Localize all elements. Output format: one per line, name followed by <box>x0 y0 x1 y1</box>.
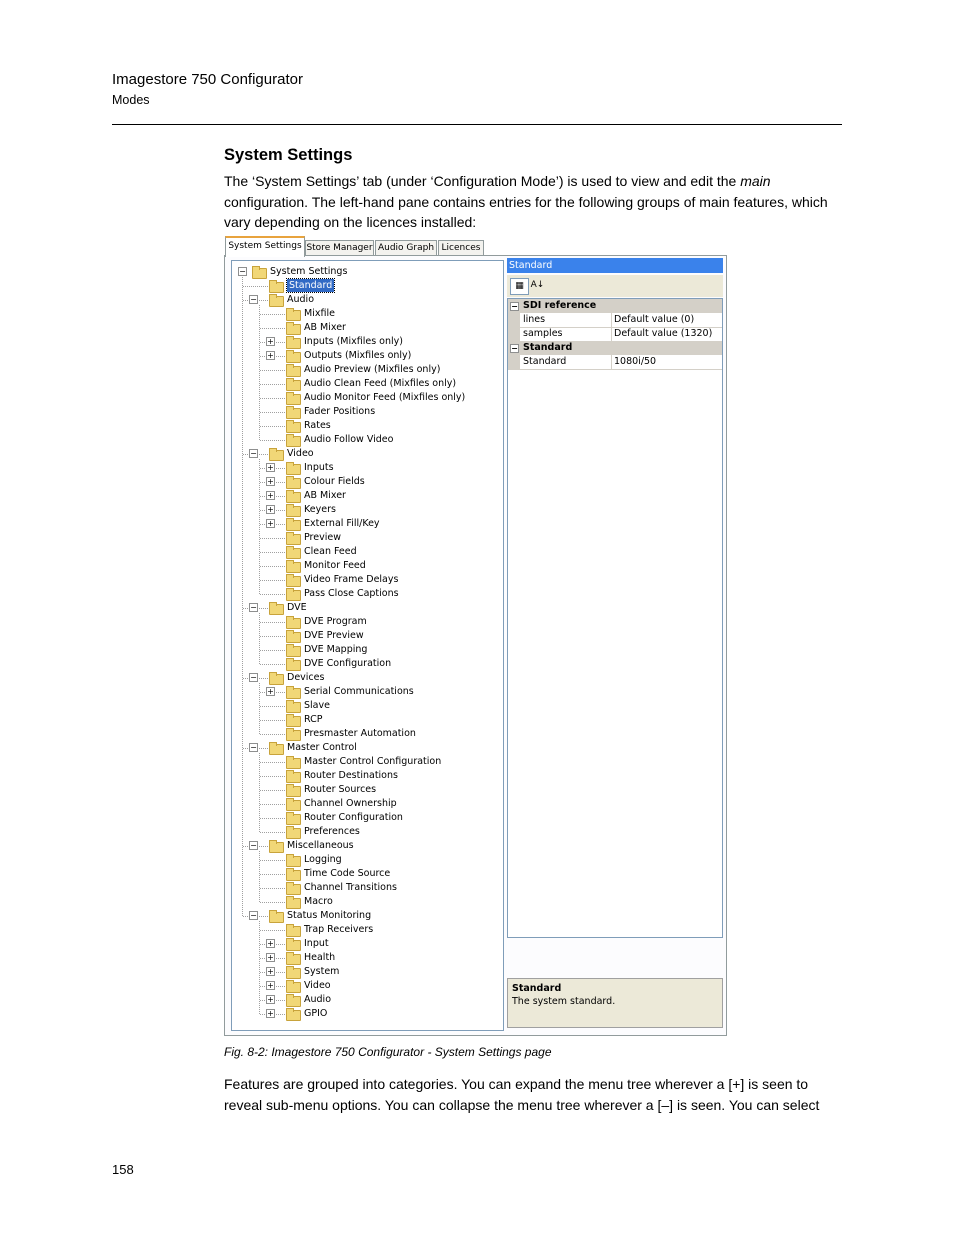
tree-item-label: Trap Receivers <box>304 924 374 935</box>
folder-icon <box>286 506 301 517</box>
tree-item-label: Mixfile <box>304 308 335 319</box>
folder-icon <box>286 534 301 545</box>
folder-icon <box>286 646 301 657</box>
settings-tree[interactable] <box>231 260 504 1031</box>
tree-item-label: AB Mixer <box>304 322 346 333</box>
tree-item[interactable] <box>232 461 502 474</box>
folder-icon <box>269 450 284 461</box>
folder-icon <box>286 800 301 811</box>
tree-item[interactable] <box>232 951 502 964</box>
tree-guide-line <box>242 277 243 916</box>
tree-item[interactable] <box>232 531 502 544</box>
folder-icon <box>286 758 301 769</box>
tree-item[interactable] <box>232 657 502 670</box>
folder-icon <box>286 492 301 503</box>
tree-item-label: Router Sources <box>304 784 377 795</box>
categorized-icon[interactable]: ▦ <box>510 278 529 295</box>
expand-icon[interactable]: + <box>267 519 274 528</box>
tree-item-label: Outputs (Mixfiles only) <box>304 350 412 361</box>
expand-icon[interactable]: + <box>267 953 274 962</box>
tree-item[interactable] <box>232 279 502 292</box>
expand-icon[interactable]: + <box>267 967 274 976</box>
tree-item-label: Monitor Feed <box>304 560 366 571</box>
folder-icon <box>286 436 301 447</box>
tree-item-label: Miscellaneous <box>287 840 354 851</box>
expand-icon[interactable]: + <box>267 491 274 500</box>
tree-item-label: DVE Configuration <box>304 658 392 669</box>
folder-icon <box>269 282 284 293</box>
folder-icon <box>286 716 301 727</box>
tree-item-label: Audio <box>304 994 332 1005</box>
tree-guide-line <box>259 851 260 902</box>
tree-item-label: GPIO <box>304 1008 328 1019</box>
tree-item[interactable] <box>232 867 502 880</box>
folder-icon <box>252 268 267 279</box>
category-label: Standard <box>523 342 573 353</box>
tree-item[interactable] <box>232 741 502 754</box>
collapse-icon[interactable]: − <box>511 344 518 353</box>
collapse-icon[interactable]: − <box>250 603 257 612</box>
tree-item-label: Presmaster Automation <box>304 728 416 739</box>
tree-item-label: Input <box>304 938 329 949</box>
property-description <box>507 978 723 1028</box>
tree-item[interactable] <box>232 587 502 600</box>
tree-item[interactable] <box>232 489 502 502</box>
property-row[interactable] <box>508 355 722 370</box>
folder-icon <box>286 702 301 713</box>
tree-item-label: Channel Ownership <box>304 798 397 809</box>
tree-item-label: Audio <box>287 294 315 305</box>
property-title: Standard <box>507 258 723 273</box>
folder-icon <box>286 394 301 405</box>
tree-item-label: Video <box>287 448 314 459</box>
tree-item-label: DVE Program <box>304 616 367 627</box>
collapse-icon[interactable]: − <box>250 449 257 458</box>
header-rule <box>112 124 842 125</box>
tree-item-label: Audio Follow Video <box>304 434 394 445</box>
tree-item-label: Audio Monitor Feed (Mixfiles only) <box>304 392 466 403</box>
folder-icon <box>286 856 301 867</box>
tree-item-label: Slave <box>304 700 330 711</box>
tree-item-label: Rates <box>304 420 331 431</box>
tree-item[interactable] <box>232 391 502 404</box>
tree-guide-line <box>259 459 260 594</box>
collapse-icon[interactable]: − <box>250 911 257 920</box>
folder-icon <box>286 940 301 951</box>
tree-item[interactable] <box>232 447 502 460</box>
tree-item-label: Preferences <box>304 826 360 837</box>
tab-licences[interactable]: Licences <box>438 240 484 256</box>
tree-item-label: DVE Mapping <box>304 644 368 655</box>
tree-item-label: Router Destinations <box>304 770 398 781</box>
collapse-icon[interactable]: − <box>239 267 246 276</box>
tree-item[interactable] <box>232 321 502 334</box>
tree-item-label: Keyers <box>304 504 336 515</box>
tree-item[interactable] <box>232 517 502 530</box>
tree-item[interactable] <box>232 601 502 614</box>
tree-item-label: External Fill/Key <box>304 518 380 529</box>
tree-item-label: Status Monitoring <box>287 910 372 921</box>
folder-icon <box>286 688 301 699</box>
tree-item[interactable] <box>232 769 502 782</box>
folder-icon <box>286 1010 301 1021</box>
tree-item[interactable] <box>232 937 502 950</box>
folder-icon <box>286 324 301 335</box>
property-key: lines <box>523 314 546 325</box>
tree-item[interactable] <box>232 293 502 306</box>
tree-guide-line <box>259 305 260 440</box>
collapse-icon[interactable]: − <box>250 841 257 850</box>
tree-item[interactable] <box>232 545 502 558</box>
tree-item[interactable] <box>232 979 502 992</box>
property-category[interactable] <box>508 299 722 313</box>
tree-item-label: AB Mixer <box>304 490 346 501</box>
folder-icon <box>286 576 301 587</box>
tree-item-label: Devices <box>287 672 325 683</box>
tree-item[interactable] <box>232 643 502 656</box>
tree-item-label: Master Control Configuration <box>304 756 442 767</box>
tab-store-manager[interactable]: Store Manager <box>305 240 374 256</box>
expand-icon[interactable]: + <box>267 687 274 696</box>
folder-icon <box>286 926 301 937</box>
description-title: Standard <box>512 983 562 994</box>
folder-icon <box>286 548 301 559</box>
page-number: 158 <box>112 1162 134 1177</box>
property-key: Standard <box>523 356 567 367</box>
tree-item[interactable] <box>232 363 502 376</box>
tree-item[interactable] <box>232 475 502 488</box>
tree-item-label: Health <box>304 952 336 963</box>
tree-item[interactable] <box>232 559 502 572</box>
tree-item[interactable] <box>232 825 502 838</box>
folder-icon <box>286 982 301 993</box>
tree-item[interactable] <box>232 671 502 684</box>
folder-icon <box>286 814 301 825</box>
tree-item[interactable] <box>232 713 502 726</box>
tab-system-settings[interactable]: System Settings <box>225 236 305 257</box>
tree-item[interactable] <box>232 349 502 362</box>
configurator-screenshot <box>224 236 727 1036</box>
expand-icon[interactable]: + <box>267 1009 274 1018</box>
tree-item-label: DVE <box>287 602 307 613</box>
tree-item-label: System Settings <box>270 266 348 277</box>
tree-guide-line <box>259 753 260 832</box>
tree-item[interactable] <box>232 881 502 894</box>
collapse-icon[interactable]: − <box>511 302 518 311</box>
folder-icon <box>286 828 301 839</box>
tree-item-label: Preview <box>304 532 341 543</box>
tree-item[interactable] <box>232 923 502 936</box>
folder-icon <box>286 478 301 489</box>
tab-strip <box>224 236 727 256</box>
folder-icon <box>286 660 301 671</box>
tree-item-label: DVE Preview <box>304 630 364 641</box>
tree-item[interactable] <box>232 685 502 698</box>
tree-item[interactable] <box>232 909 502 922</box>
running-header-title: Imagestore 750 Configurator <box>112 71 303 88</box>
tree-guide-line <box>259 613 260 664</box>
tree-item[interactable] <box>232 307 502 320</box>
folder-icon <box>269 912 284 923</box>
folder-icon <box>286 618 301 629</box>
tree-item-label: Standard <box>289 280 333 291</box>
tree-item[interactable] <box>232 895 502 908</box>
tab-audio-graph[interactable]: Audio Graph <box>375 240 437 256</box>
tree-item[interactable] <box>232 629 502 642</box>
tree-item-label: Channel Transitions <box>304 882 397 893</box>
expand-icon[interactable]: + <box>267 981 274 990</box>
tree-item-label: Logging <box>304 854 342 865</box>
tree-item[interactable] <box>232 797 502 810</box>
property-key: samples <box>523 328 563 339</box>
tree-item-label: Audio Clean Feed (Mixfiles only) <box>304 378 457 389</box>
folder-icon <box>269 296 284 307</box>
tree-item[interactable] <box>232 755 502 768</box>
intro-paragraph: The ‘System Settings’ tab (under ‘Configuration Mode’) is used to view and edit the main configuration. The left-hand pane contains entries for the following groups of main features, which vary depending on the licences installed: <box>224 173 828 230</box>
tree-item[interactable] <box>232 615 502 628</box>
property-value[interactable]: 1080i/50 <box>614 356 657 367</box>
expand-icon[interactable]: + <box>267 995 274 1004</box>
folder-icon <box>286 352 301 363</box>
folder-icon <box>286 954 301 965</box>
tree-item-label: Master Control <box>287 742 357 753</box>
section-heading: System Settings <box>224 146 353 164</box>
tree-item[interactable] <box>232 419 502 432</box>
tree-item[interactable] <box>232 1007 502 1020</box>
tree-guide-line <box>259 921 260 1014</box>
alphabetical-sort-icon[interactable]: A↓ <box>530 280 545 290</box>
folder-icon <box>286 968 301 979</box>
folder-icon <box>286 898 301 909</box>
description-text: The system standard. <box>512 996 616 1007</box>
property-row[interactable] <box>508 327 722 342</box>
tree-item-label: RCP <box>304 714 323 725</box>
tree-item[interactable] <box>232 405 502 418</box>
tree-item-label: Audio Preview (Mixfiles only) <box>304 364 441 375</box>
folder-icon <box>286 996 301 1007</box>
tree-item[interactable] <box>232 811 502 824</box>
folder-icon <box>286 884 301 895</box>
expand-icon[interactable]: + <box>267 477 274 486</box>
tree-item[interactable] <box>232 853 502 866</box>
expand-icon[interactable]: + <box>267 939 274 948</box>
folder-icon <box>286 562 301 573</box>
folder-icon <box>286 366 301 377</box>
folder-icon <box>286 772 301 783</box>
tree-item[interactable] <box>232 727 502 740</box>
property-pane <box>507 258 723 1028</box>
tree-item[interactable] <box>232 783 502 796</box>
property-toolbar <box>507 275 723 297</box>
property-category[interactable] <box>508 341 722 355</box>
folder-icon <box>286 310 301 321</box>
tree-item-label: Video Frame Delays <box>304 574 399 585</box>
tree-item[interactable] <box>232 377 502 390</box>
tree-item[interactable] <box>232 839 502 852</box>
tree-item-label: Inputs <box>304 462 334 473</box>
folder-icon <box>269 744 284 755</box>
folder-icon <box>269 674 284 685</box>
folder-icon <box>286 786 301 797</box>
tree-item[interactable] <box>232 699 502 712</box>
tree-item-label: Fader Positions <box>304 406 376 417</box>
folder-icon <box>269 842 284 853</box>
tree-guide-line <box>259 683 260 734</box>
collapse-icon[interactable]: − <box>250 743 257 752</box>
tree-item[interactable] <box>232 573 502 586</box>
expand-icon[interactable]: + <box>267 463 274 472</box>
tree-item-label: Router Configuration <box>304 812 403 823</box>
folder-icon <box>286 380 301 391</box>
running-header-subtitle: Modes <box>112 93 150 107</box>
tree-item-label: Pass Close Captions <box>304 588 399 599</box>
tree-item[interactable] <box>232 993 502 1006</box>
folder-icon <box>286 422 301 433</box>
collapse-icon[interactable]: − <box>250 673 257 682</box>
tree-item-label: Time Code Source <box>304 868 391 879</box>
property-value[interactable]: Default value (1320) <box>614 328 713 339</box>
folder-icon <box>286 408 301 419</box>
expand-icon[interactable]: + <box>267 505 274 514</box>
folder-icon <box>286 730 301 741</box>
tree-item-label: Serial Communications <box>304 686 414 697</box>
folder-icon <box>269 604 284 615</box>
tree-item-label: System <box>304 966 340 977</box>
tree-item[interactable] <box>232 503 502 516</box>
tree-item[interactable] <box>232 433 502 446</box>
folder-icon <box>286 632 301 643</box>
folder-icon <box>286 520 301 531</box>
property-value[interactable]: Default value (0) <box>614 314 695 325</box>
tree-item-label: Video <box>304 980 331 991</box>
collapse-icon[interactable]: − <box>250 295 257 304</box>
tree-item-label: Inputs (Mixfiles only) <box>304 336 403 347</box>
body-paragraph: Features are grouped into categories. You can expand the menu tree wherever a [+] is seen to reveal sub-menu options. You can collapse the menu tree wherever a [–] is seen. You can select <box>224 1076 820 1113</box>
category-label: SDI reference <box>523 300 597 311</box>
tree-item-label: Macro <box>304 896 333 907</box>
tree-item[interactable] <box>232 965 502 978</box>
folder-icon <box>286 870 301 881</box>
folder-icon <box>286 464 301 475</box>
property-row[interactable] <box>508 313 722 328</box>
expand-icon[interactable]: + <box>267 337 274 346</box>
tree-item-label: Clean Feed <box>304 546 357 557</box>
folder-icon <box>286 590 301 601</box>
property-grid <box>507 298 723 938</box>
folder-icon <box>286 338 301 349</box>
figure-caption: Fig. 8-2: Imagestore 750 Configurator - System Settings page <box>224 1045 552 1059</box>
tree-item[interactable] <box>232 335 502 348</box>
expand-icon[interactable]: + <box>267 351 274 360</box>
tree-item[interactable] <box>232 265 502 278</box>
tree-item-label: Colour Fields <box>304 476 365 487</box>
